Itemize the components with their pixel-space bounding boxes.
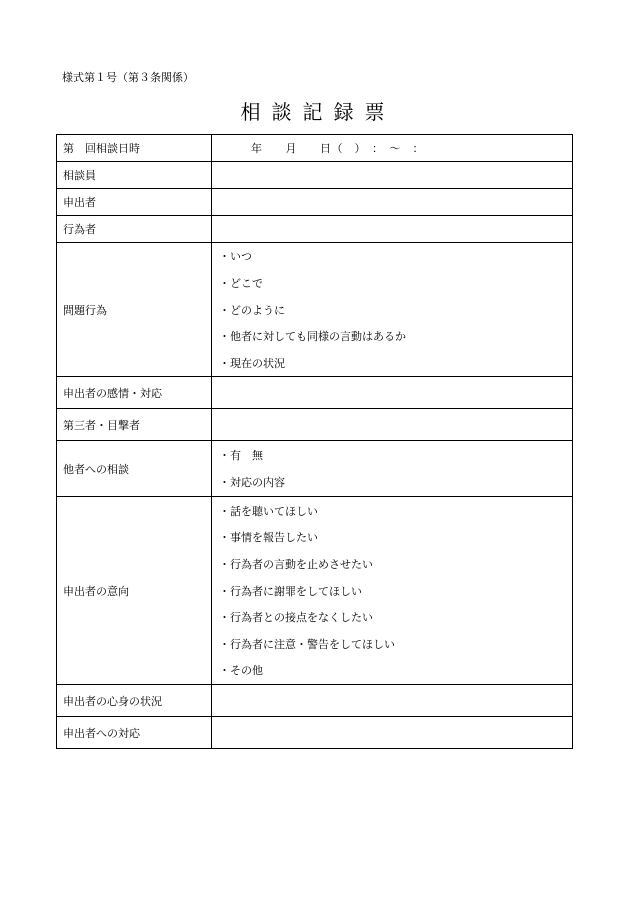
label-problem: 問題行為 bbox=[57, 243, 212, 377]
label-session: 第 回相談日時 bbox=[57, 135, 212, 162]
row-problem bbox=[57, 243, 573, 377]
intent-item: ・ その他 bbox=[219, 657, 572, 684]
label-actor: 行為者 bbox=[57, 216, 212, 243]
intent-field[interactable] bbox=[212, 497, 573, 685]
row-witness bbox=[57, 409, 573, 441]
row-response bbox=[57, 717, 573, 749]
problem-item: ・ どこで bbox=[219, 270, 572, 297]
problem-field[interactable] bbox=[212, 243, 573, 377]
consult-others-field[interactable] bbox=[212, 441, 573, 497]
form-title: 相談記録票 bbox=[240, 100, 396, 124]
feelings-field[interactable] bbox=[212, 377, 573, 409]
row-counselor bbox=[57, 162, 573, 189]
label-mental: 申出者の心身の状況 bbox=[57, 685, 212, 717]
row-consult-others bbox=[57, 441, 573, 497]
label-counselor: 相談員 bbox=[57, 162, 212, 189]
form-number: 様式第１号（第３条関係） bbox=[62, 71, 194, 84]
row-mental bbox=[57, 685, 573, 717]
problem-item: ・ いつ bbox=[219, 243, 572, 270]
intent-item: ・ 行為者に謝罪をしてほしい bbox=[219, 577, 572, 604]
label-consult-others: 他者への相談 bbox=[57, 441, 212, 497]
intent-item: ・ 事情を報告したい bbox=[219, 524, 572, 551]
label-applicant: 申出者 bbox=[57, 189, 212, 216]
label-response: 申出者への対応 bbox=[57, 717, 212, 749]
row-applicant bbox=[57, 189, 573, 216]
intent-item: ・ 行為者の言動を止めさせたい bbox=[219, 551, 572, 578]
response-field[interactable] bbox=[212, 717, 573, 749]
label-feelings: 申出者の感情・対応 bbox=[57, 377, 212, 409]
consult-item: ・ 対応の内容 bbox=[219, 469, 572, 496]
problem-item: ・ どのように bbox=[219, 296, 572, 323]
applicant-field[interactable] bbox=[212, 189, 573, 216]
row-feelings bbox=[57, 377, 573, 409]
row-session bbox=[57, 135, 573, 162]
session-datetime-field[interactable] bbox=[212, 135, 573, 162]
label-witness: 第三者・目撃者 bbox=[57, 409, 212, 441]
label-intent: 申出者の意向 bbox=[57, 497, 212, 685]
problem-item: ・ 現在の状況 bbox=[219, 349, 572, 376]
actor-field[interactable] bbox=[212, 216, 573, 243]
intent-item: ・ 行為者に注意・警告をしてほしい bbox=[219, 630, 572, 657]
row-actor bbox=[57, 216, 573, 243]
consult-item: ・ 有 無 bbox=[219, 442, 572, 469]
intent-item: ・ 話を聴いてほしい bbox=[219, 497, 572, 524]
problem-item: ・ 他者に対しても同様の言動はあるか bbox=[219, 323, 572, 350]
mental-field[interactable] bbox=[212, 685, 573, 717]
record-table bbox=[56, 134, 573, 749]
counselor-field[interactable] bbox=[212, 162, 573, 189]
witness-field[interactable] bbox=[212, 409, 573, 441]
session-date-template: 年 月 日（ ） ： 〜 ： bbox=[251, 142, 424, 155]
intent-item: ・ 行為者との接点をなくしたい bbox=[219, 604, 572, 631]
row-intent bbox=[57, 497, 573, 685]
